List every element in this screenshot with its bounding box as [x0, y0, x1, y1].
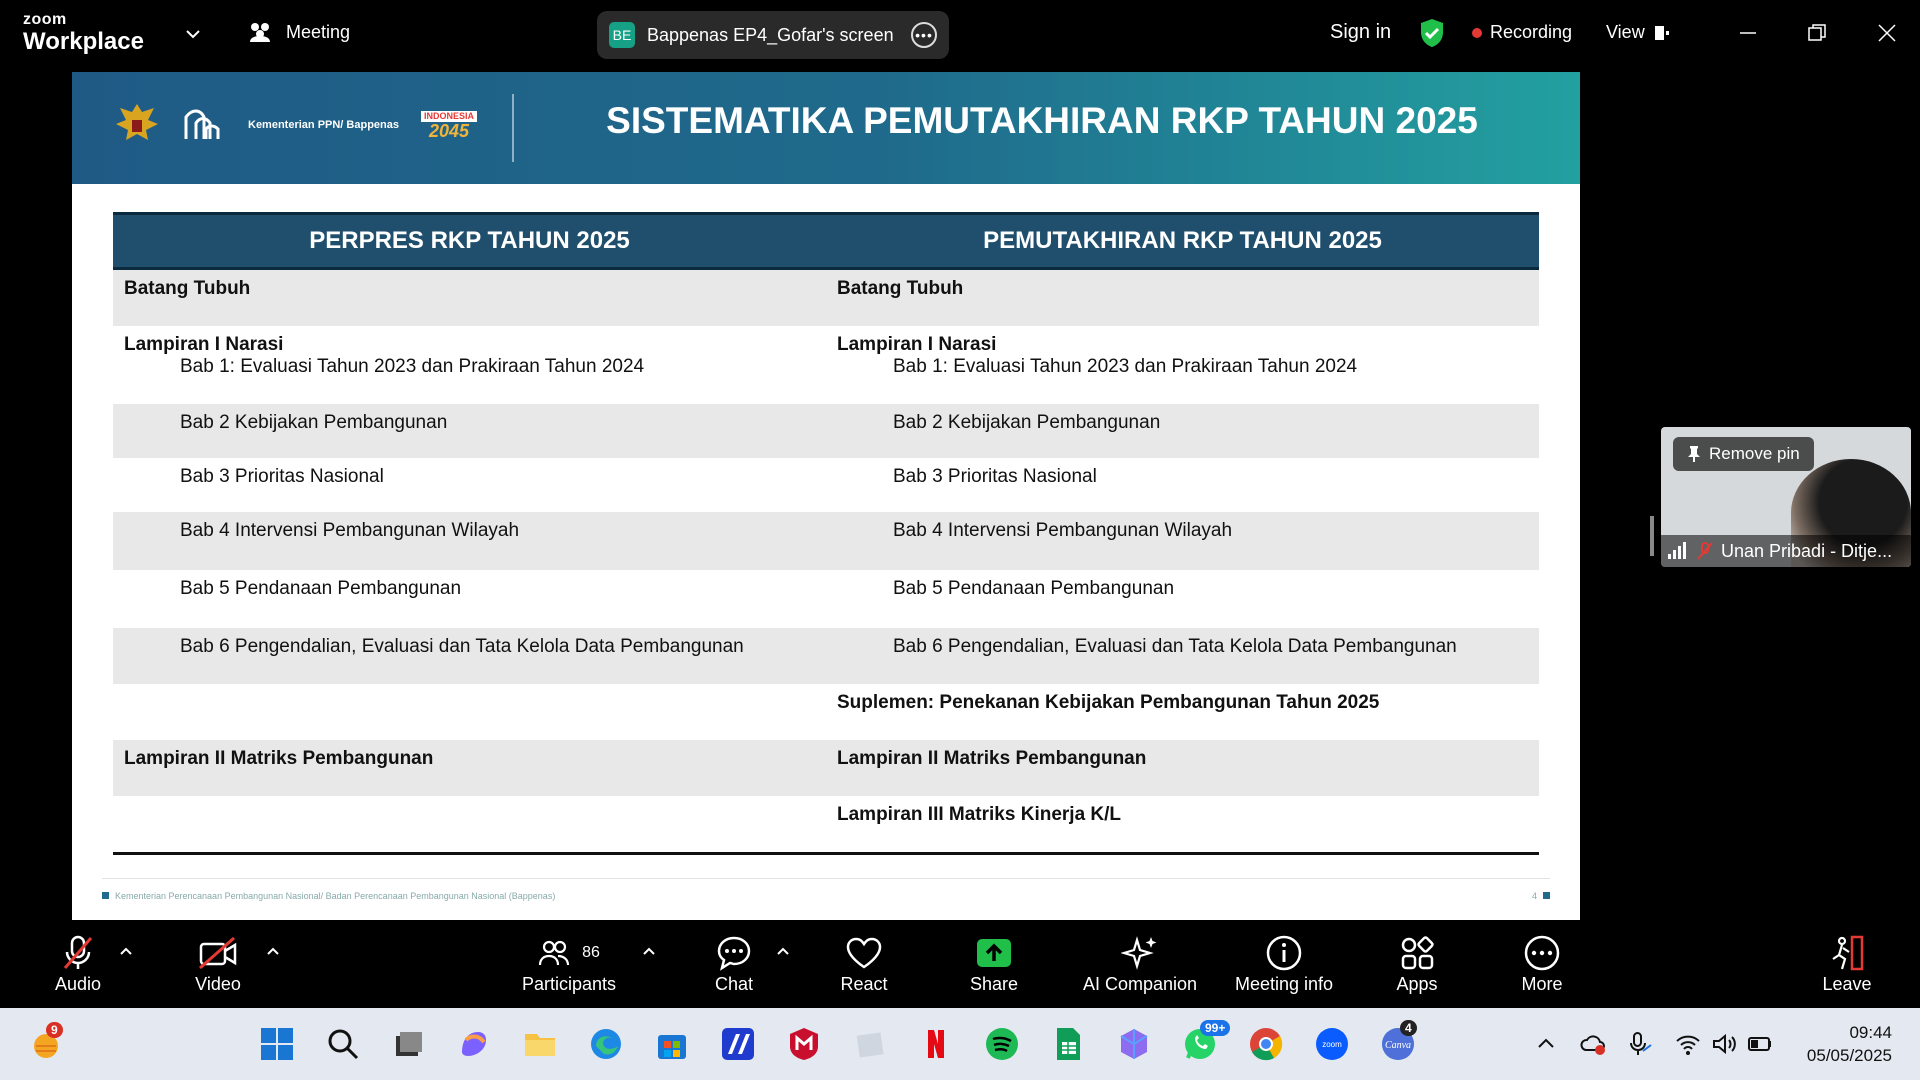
app-cube-icon[interactable] [1116, 1026, 1152, 1062]
participant-name-bar [1661, 535, 1911, 567]
share-screen-icon [975, 937, 1013, 969]
spotify-icon[interactable] [984, 1026, 1020, 1062]
close-icon[interactable] [1872, 18, 1902, 48]
signal-strength-icon [1667, 542, 1689, 560]
sharer-avatar: BE [609, 22, 635, 48]
battery-icon[interactable] [1746, 1030, 1774, 1058]
svg-text:Canva: Canva [1384, 1040, 1412, 1051]
system-clock[interactable] [1807, 1022, 1892, 1068]
file-explorer-icon[interactable] [522, 1026, 558, 1062]
remove-pin-label: Remove pin [1709, 444, 1800, 463]
cloud-sync-icon[interactable] [1580, 1030, 1608, 1058]
weather-badge: 9 [46, 1022, 63, 1038]
leave-label: Leave [1822, 974, 1872, 994]
zoom-workplace-logo[interactable] [23, 12, 144, 54]
recording-label: Recording [1490, 22, 1573, 42]
zoom-app-icon[interactable] [1314, 1026, 1350, 1062]
footer-square-icon [102, 892, 109, 899]
view-menu-button[interactable] [1606, 22, 1671, 43]
cell-right-title: Suplemen: Penekanan Kebijakan Pembangunan Tahun 2025 [837, 692, 1380, 713]
page-number: 4 [1531, 891, 1537, 901]
app-tile-icon[interactable] [852, 1026, 888, 1062]
wifi-icon[interactable] [1674, 1030, 1702, 1058]
table-bottom-rule [113, 852, 1539, 855]
tab-meeting[interactable] [246, 20, 350, 44]
cell-left-title: Lampiran I Narasi [124, 334, 284, 355]
more-options-icon[interactable]: ••• [911, 22, 937, 48]
edge-icon[interactable] [588, 1026, 624, 1062]
info-icon [1265, 934, 1303, 972]
windows-start-icon[interactable] [259, 1026, 295, 1062]
participants-count: 86 [582, 944, 600, 961]
chevron-up-icon[interactable] [776, 944, 790, 958]
chevron-up-icon[interactable] [266, 944, 280, 958]
zoom-title-bar [0, 0, 1920, 68]
whatsapp-icon[interactable] [1182, 1021, 1226, 1062]
cell-left-sub: Bab 1: Evaluasi Tahun 2023 dan Prakiraan Tahun 2024 [180, 356, 645, 377]
ai-companion-label: AI Companion [1082, 974, 1198, 994]
tab-meeting-label: Meeting [286, 21, 351, 42]
participants-icon [538, 938, 570, 968]
chevron-up-icon[interactable] [119, 944, 133, 958]
footer-square-icon [1543, 892, 1550, 899]
video-label: Video [195, 974, 241, 994]
slide-header [72, 72, 1580, 184]
restore-icon[interactable] [1802, 18, 1832, 48]
cell-left-sub: Bab 5 Pendanaan Pembangunan [180, 578, 462, 599]
cell-left-sub: Bab 3 Prioritas Nasional [180, 466, 384, 487]
clock-date: 05/05/2025 [1806, 1045, 1892, 1065]
table-row [113, 404, 1539, 458]
microphone-icon[interactable] [1626, 1030, 1654, 1058]
table-row [113, 458, 1539, 512]
leave-button[interactable] [1822, 932, 1872, 995]
ministry-name: Kementerian PPN/ Bappenas [248, 118, 399, 131]
participant-name: Unan Pribadi - Ditje... [1721, 540, 1893, 561]
chat-icon [716, 935, 752, 971]
search-icon[interactable] [325, 1026, 361, 1062]
sign-in-button[interactable]: Sign in [1330, 21, 1392, 43]
indonesia-emas-logo [421, 111, 477, 140]
column-header-left: PERPRES RKP TAHUN 2025 [309, 227, 630, 254]
resize-handle[interactable] [1650, 516, 1654, 556]
chevron-down-icon[interactable] [183, 24, 203, 44]
chevron-up-icon[interactable] [1532, 1030, 1560, 1058]
table-row [113, 684, 1539, 740]
audio-button[interactable] [50, 932, 106, 995]
bappenas-logo-icon [182, 107, 226, 143]
share-button[interactable] [966, 932, 1022, 995]
cell-left-sub: Bab 6 Pengendalian, Evaluasi dan Tata Kelola Data Pembangunan [180, 636, 744, 657]
pin-icon [1687, 445, 1701, 463]
shared-screen-pill[interactable] [597, 11, 949, 59]
table-row [113, 628, 1539, 684]
cell-left-title: Batang Tubuh [124, 278, 251, 299]
logo-text-bottom: 2045 [428, 120, 470, 141]
view-label: View [1606, 22, 1645, 42]
cell-right-title: Lampiran I Narasi [837, 334, 997, 355]
chat-label: Chat [714, 974, 754, 994]
more-label: More [1521, 974, 1563, 994]
video-button[interactable] [190, 932, 246, 995]
copilot-icon[interactable] [456, 1026, 492, 1062]
people-icon [246, 20, 274, 44]
table-row [113, 740, 1539, 796]
recording-dot-icon [1472, 28, 1482, 38]
chrome-icon[interactable] [1248, 1026, 1284, 1062]
cell-right-sub: Bab 1: Evaluasi Tahun 2023 dan Prakiraan Tahun 2024 [893, 356, 1358, 377]
chat-button[interactable] [710, 932, 758, 995]
apps-button[interactable] [1392, 932, 1442, 995]
cell-left-title: Lampiran II Matriks Pembangunan [124, 748, 434, 769]
remove-pin-button[interactable] [1673, 437, 1814, 471]
participants-label: Participants [521, 974, 617, 994]
cell-right-title: Lampiran II Matriks Pembangunan [837, 748, 1147, 769]
apps-icon [1399, 935, 1435, 971]
table-row [113, 512, 1539, 570]
shared-screen-title: Bappenas EP4_Gofar's screen [647, 24, 894, 45]
cell-right-title: Batang Tubuh [837, 278, 964, 299]
sparkle-icon [1121, 934, 1159, 972]
ai-companion-button[interactable] [1080, 932, 1200, 995]
table-row [113, 796, 1539, 852]
slide-footer [102, 878, 1550, 901]
table-header [113, 212, 1539, 270]
react-label: React [840, 974, 888, 994]
table-row [113, 326, 1539, 404]
weather-icon[interactable] [28, 1023, 64, 1062]
participant-video-tile[interactable] [1661, 427, 1911, 567]
cell-right-title: Lampiran III Matriks Kinerja K/L [837, 804, 1122, 825]
shield-check-icon[interactable] [1418, 17, 1446, 49]
cell-right-sub: Bab 2 Kebijakan Pembangunan [893, 412, 1161, 433]
volume-icon[interactable] [1710, 1030, 1738, 1058]
chevron-up-icon[interactable] [642, 944, 656, 958]
apps-label: Apps [1396, 974, 1438, 994]
minimize-icon[interactable] [1733, 18, 1763, 48]
audio-label: Audio [54, 974, 102, 994]
ai-app-icon[interactable] [720, 1026, 756, 1062]
cell-left-sub: Bab 4 Intervensi Pembangunan Wilayah [180, 520, 520, 541]
react-button[interactable] [836, 932, 892, 995]
footer-text: Kementerian Perencanaan Pembangunan Nasional/ Badan Perencanaan Pembangunan Nasional (Bappenas) [115, 891, 556, 901]
cell-right-sub: Bab 5 Pendanaan Pembangunan [893, 578, 1175, 599]
cell-right-sub: Bab 3 Prioritas Nasional [893, 466, 1097, 487]
meeting-info-button[interactable] [1228, 932, 1340, 995]
more-button[interactable] [1518, 932, 1566, 995]
shared-slide [72, 72, 1580, 920]
column-header-right: PEMUTAKHIRAN RKP TAHUN 2025 [983, 227, 1382, 254]
google-sheets-icon[interactable] [1050, 1026, 1086, 1062]
heart-icon [845, 936, 883, 970]
mic-muted-icon [1697, 542, 1713, 560]
camera-off-icon [198, 936, 238, 970]
windows-taskbar [0, 1008, 1920, 1080]
layout-icon [1653, 24, 1671, 42]
header-divider [512, 94, 514, 162]
canva-badge: 4 [1400, 1020, 1417, 1036]
canva-icon[interactable] [1380, 1021, 1416, 1062]
table-row [113, 270, 1539, 326]
comparison-table [113, 212, 1539, 855]
mcafee-icon[interactable] [786, 1026, 822, 1062]
share-label: Share [969, 974, 1019, 994]
cell-left-sub: Bab 2 Kebijakan Pembangunan [180, 412, 448, 433]
netflix-icon[interactable] [918, 1026, 954, 1062]
logo-text-top: INDONESIA [421, 111, 477, 122]
meeting-info-label: Meeting info [1234, 974, 1334, 994]
brand-bottom: Workplace [23, 28, 144, 55]
brand-top: zoom [23, 11, 67, 28]
mic-muted-icon [61, 934, 95, 972]
participants-button[interactable] [516, 932, 622, 995]
leave-icon [1828, 934, 1866, 972]
recording-indicator[interactable] [1472, 22, 1572, 43]
whatsapp-badge: 99+ [1200, 1020, 1230, 1036]
table-row [113, 570, 1539, 628]
logo-group [114, 100, 477, 150]
microsoft-store-icon[interactable] [654, 1026, 690, 1062]
more-icon [1523, 934, 1561, 972]
garuda-emblem-icon [114, 100, 160, 150]
slide-title: SISTEMATIKA PEMUTAKHIRAN RKP TAHUN 2025 [606, 100, 1478, 141]
cell-right-sub: Bab 4 Intervensi Pembangunan Wilayah [893, 520, 1233, 541]
task-view-icon[interactable] [390, 1026, 426, 1062]
clock-time: 09:44 [1849, 1023, 1892, 1042]
cell-right-sub: Bab 6 Pengendalian, Evaluasi dan Tata Kelola Data Pembangunan [893, 636, 1457, 657]
meeting-controls [0, 920, 1920, 1008]
svg-text:zoom: zoom [1322, 1040, 1342, 1049]
